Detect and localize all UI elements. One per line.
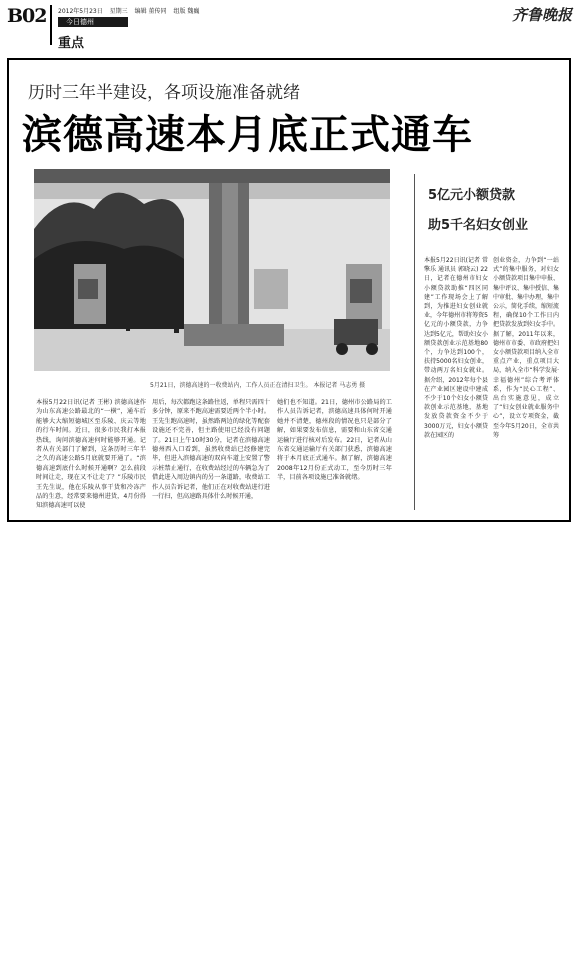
article-subhead: 历时三年半建设，各项设施准备就绪 — [28, 83, 300, 103]
editor-credit: 编辑 董传同 — [134, 8, 167, 15]
sidebar-column-1: 本报5月22日讯(记者 常擎乐 通讯员 郭晓云) 22日，记者在德州市妇女小额贷款助推“四区同建”工作现场会上了解到，为推进妇女创业就业，今年德州市将筹资5亿元的小额贷款，力争达到5亿元，帮助妇女小额贷款创业示范基地80个，力争达到100个，扶持5000名妇女创业，带动两万名妇女就业。据介绍，2012年每个县在产业园区建设中建成不少于10个妇女小额贷款创业示范基地，基地发放贷款资金不少于3000万元，妇女小额贷款在园区的 — [424, 257, 488, 439]
sidebar-title-line2: 助5千名妇女创业 — [428, 218, 529, 233]
photo-caption: 5月21日，滨德高速的一收费站内，工作人员正在清扫卫生。 本报记者 马志勇 摄 — [150, 382, 366, 389]
section-name: 重点 — [58, 36, 85, 51]
issue-weekday: 星期三 — [109, 8, 128, 15]
article-column-2: 用后，每次都跑这条路往返，单程只需四十多分钟，原来不跑高速需要近两个半小时。王先生跑高速时，虽然路两边的绿化等配套设施还不完善，但主路使用已经没有问题了。21日上午10时30分，记者在滨德高速德州西入口看到，虽然收费站已经修建完毕，但进入滨德高速的双向车道上安置了警示桩禁止通行，在收费站经过的车辆急为了借此进入周边镇内的另一条道路，收费站工作人员告诉记者，他们正在对收费站进行进一行扫，但高速路具体什么时候开通， — [152, 399, 270, 501]
issue-date: 2012年5月23日 — [58, 8, 103, 15]
sidebar-column-2: 创业资金，力争到“一站式”的集中服务，对妇女小额贷款项目集中申报、集中评议、集中授信、集中审批、集中办理，集中公示，简化手续，缩短流程，确保10个工作日内把贷款发放到妇女手中。据了解，2011年以来，德州市市委、市政府把妇女小额贷款项目纳入全市重点产业，重点项目大局，纳入全市“科学发展·幸福德州”综合考评体系，作为“民心工程”、出台实施意见，成立了“妇女创业就业服务中心”，设立专项资金，截至今年5月20日，全市共筹 — [493, 257, 559, 439]
page-number: B02 — [7, 5, 47, 27]
article-column-1: 本报5月22日讯(记者 王彬) 滨德高速作为山东高速公路最北的“一横”，通车后能够大大缩短德城区至乐陵、庆云等地的行车时间。近日，很多市民我打本报热线，询问滨德高速何时能够开通。记者从有关部门了解到，这条历时三年半之久的高速公路5月底就要开通了。“滨德高速到底什么时候开通啊？怎么前段时间让走，现在又不让走了？”乐陵市民王先生说，他在乐陵从事干货和冷冻产品的生意，经常要来德州进货，4月份得知滨德高速可以使 — [36, 399, 146, 510]
header-meta — [58, 6, 204, 15]
section-tag: 今日德州 — [58, 17, 128, 27]
article-headline: 滨德高速本月底正式通车 — [22, 112, 473, 158]
designer-credit: 组版 魏巍 — [173, 8, 200, 15]
masthead-logo: 齐鲁晚报 — [511, 6, 572, 24]
sidebar-divider — [414, 174, 415, 510]
article-photo — [34, 169, 390, 371]
sidebar-title-line1: 5亿元小额贷款 — [428, 188, 516, 203]
header-divider — [50, 5, 52, 45]
article-column-3: 她们也不知道。21日，德州市公路局的工作人员告诉记者，滨德高速具体何时开通她并不清楚，德州段的情况也只是部分了解，如果要发布信息，需要和山东省交通运输厅进行核对后发布。22日，记者从山东省交通运输厅有关部门获悉，滨德高速将于本月底正式通车。据了解，滨德高速2008年12月份正式动工，至今历时三年半，目前各项设施已准备就绪。 — [277, 399, 392, 482]
